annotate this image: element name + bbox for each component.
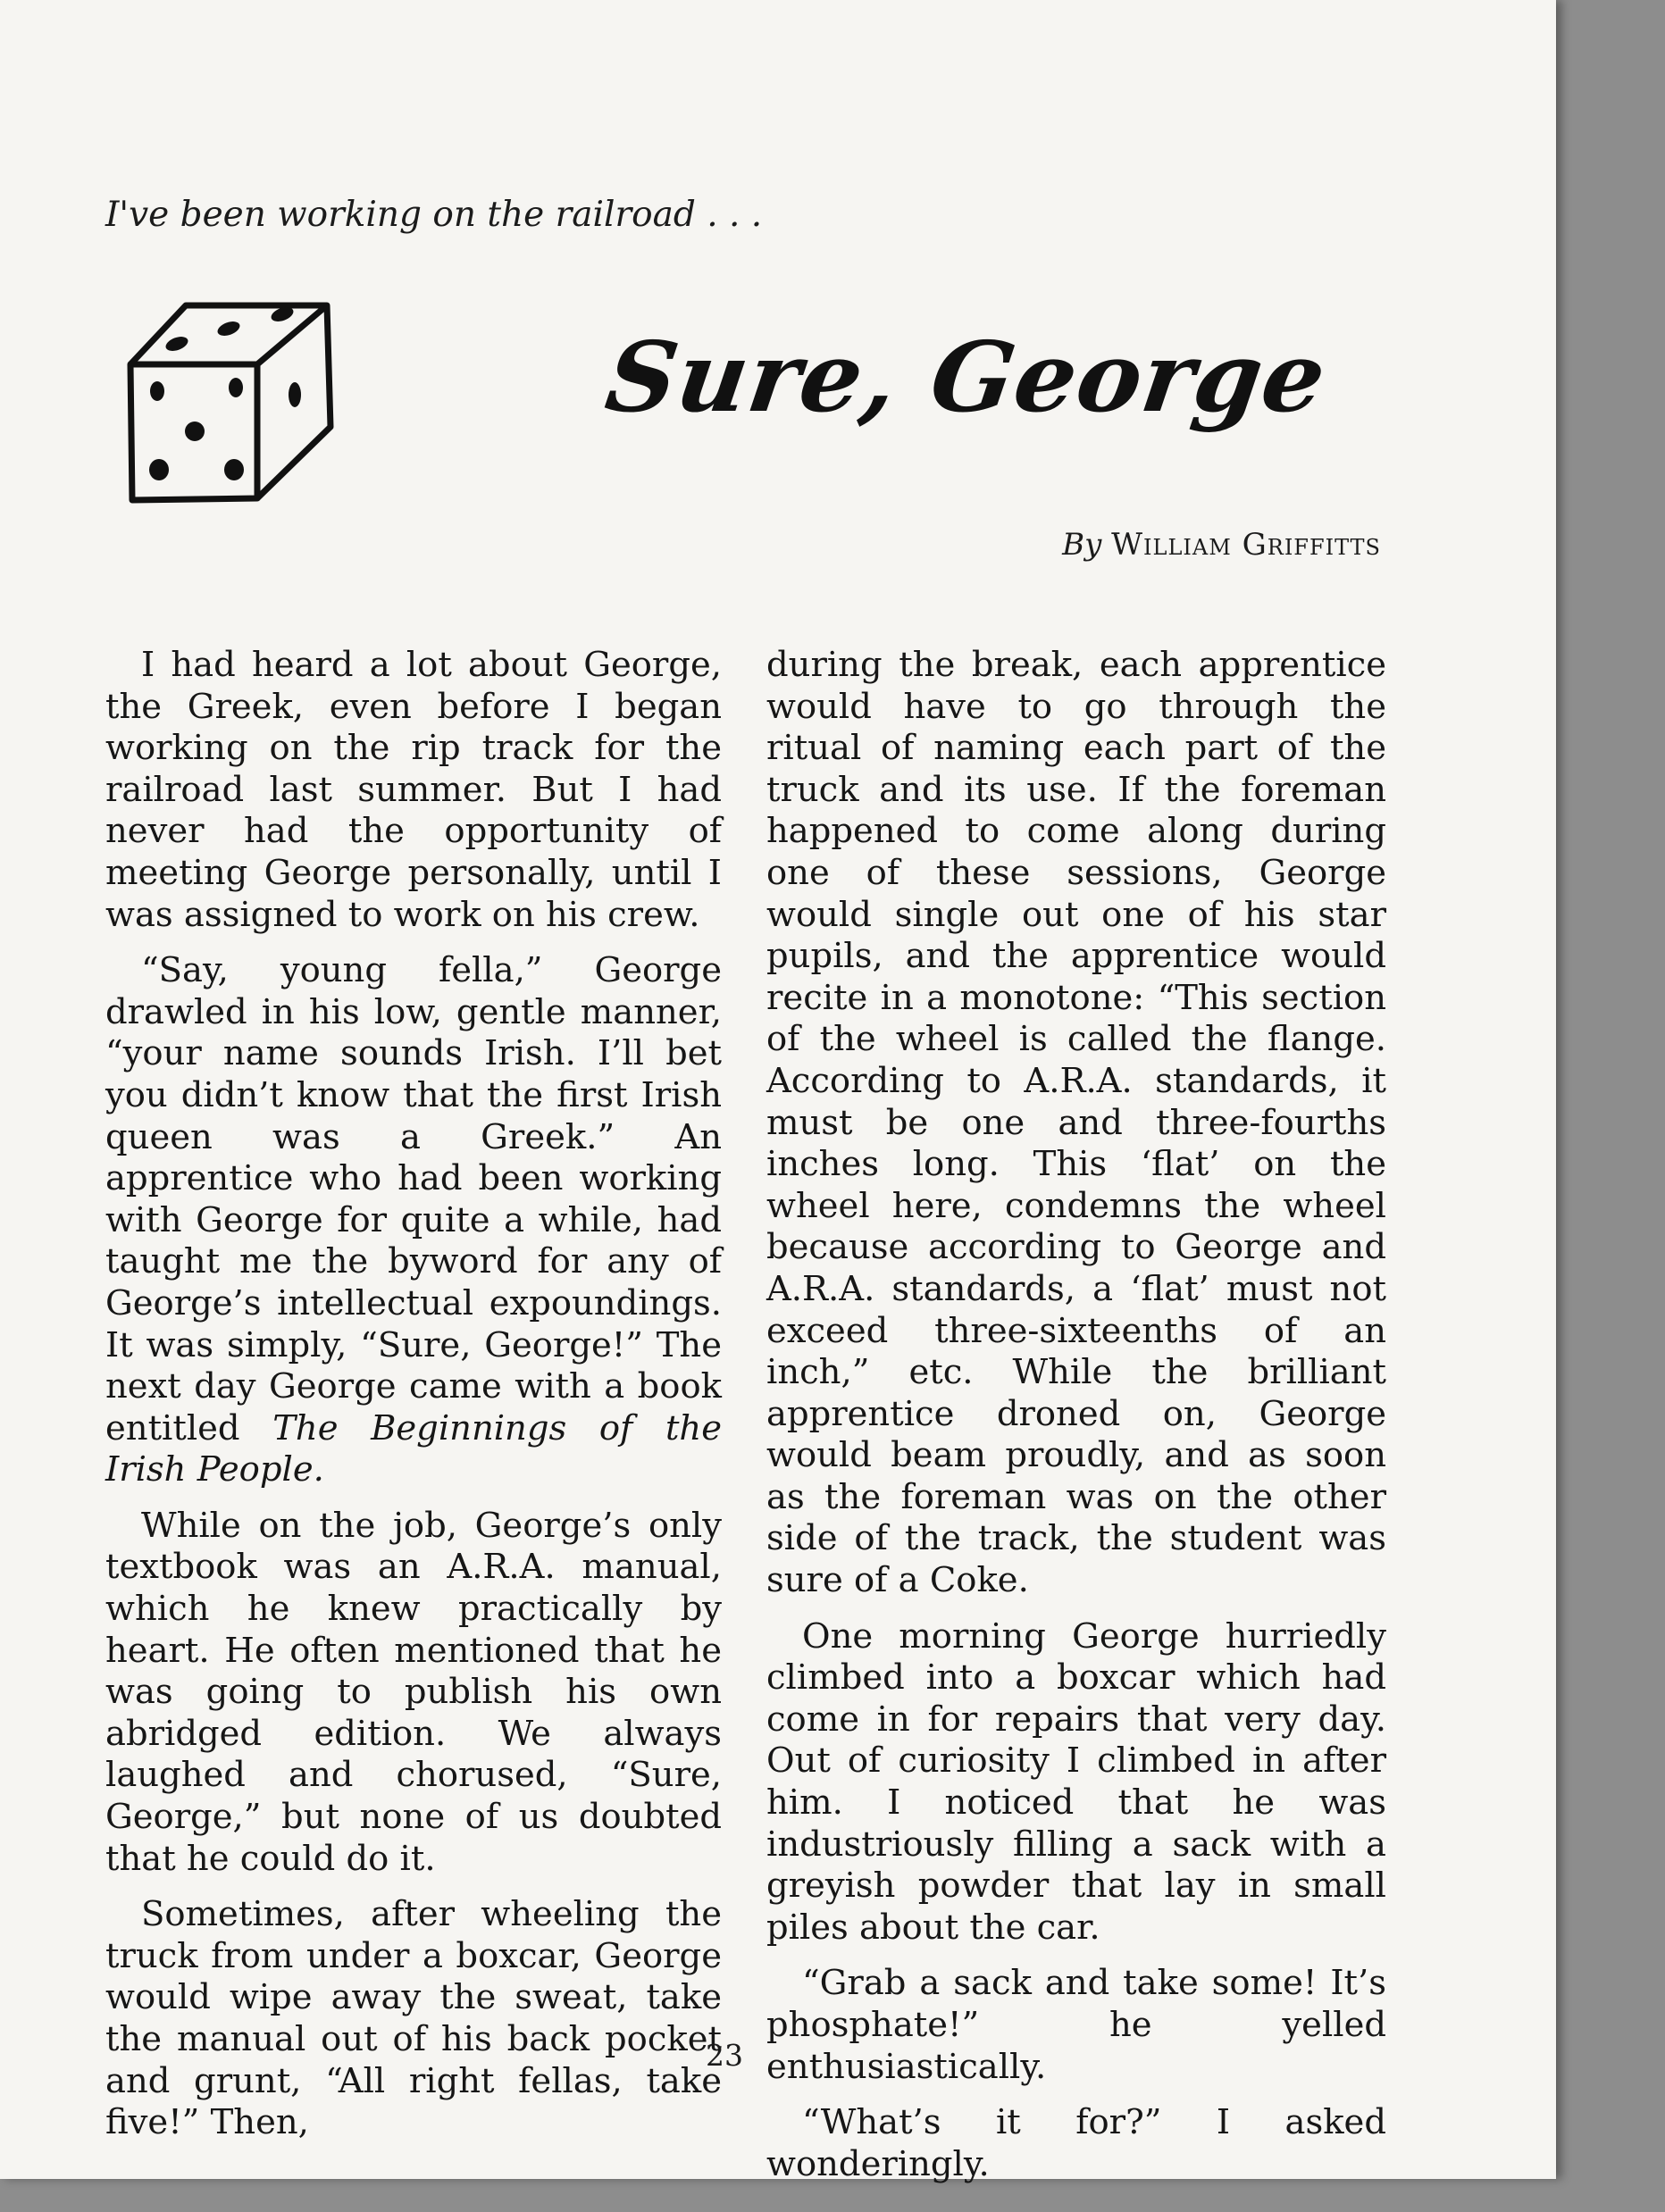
page-number: 23 [706, 2038, 743, 2073]
paragraph: during the break, each apprentice would have to go through the ritual of naming each part of the truck and its use. If the foreman happened to come along during one of these sessions, George would single out one of his star pupils, and the apprentice would recite in a monotone: “This section of the wheel is called the flange. According to A.R.A. standards, it must be one and three-fourths inches long. This ‘flat’ on the wheel here, condemns the wheel because according to George and A.R.A. standards, a ‘flat’ must not exceed three-sixteenths of an inch,” etc. While the brilliant apprentice droned on, George would beam proudly, and as soon as the foreman was on the other side of the track, the student was sure of a Coke. [766, 645, 1386, 1601]
paragraph-text: “Say, young fella,” George drawled in his low, gentle manner, “your name sounds Irish. I’ll bet you didn’t know that the first Irish queen was a Greek.” An apprentice who had been working with George for quite a while, had taught me the byword for any of George’s intellectual expoundings. It was simply, “Sure, George!” The next day George came with a book entitled [105, 950, 722, 1448]
paragraph: While on the job, George’s only textbook was an A.R.A. manual, which he knew practically by heart. He often mentioned that he was going to publish his own abridged edition. We always laughed and chorused, “Sure, George,” but none of us doubted that he could do it. [105, 1505, 722, 1879]
paragraph: I had heard a lot about George, the Greek, even before I began working on the rip track for the railroad last summer. But I had never had the opportunity of meeting George personally, until I was assigned to work on his crew. [105, 645, 722, 935]
byline [1062, 527, 1381, 563]
book-title: The Beginnings of the Irish People. [105, 1407, 722, 1490]
article-kicker: I've been working on the railroad . . . [105, 195, 763, 235]
right-column [766, 645, 1386, 2199]
byline-prefix: By [1062, 527, 1102, 563]
dice-icon [123, 295, 338, 509]
paragraph: “What’s it for?” I asked wonderingly. [766, 2102, 1386, 2184]
author-name: William Griffitts [1111, 527, 1381, 563]
paragraph [105, 950, 722, 1491]
paragraph: Sometimes, after wheeling the truck from under a boxcar, George would wipe away the sweat, take the manual out of his back pocket and grunt, “All right fellas, take five!” Then, [105, 1894, 722, 2143]
paragraph: “Grab a sack and take some! It’s phosphate!” he yelled enthusiastically. [766, 1963, 1386, 2087]
left-column [105, 645, 722, 2158]
paragraph: One morning George hurriedly climbed into a boxcar which had come in for repairs that very day. Out of curiosity I climbed in after him. I noticed that he was industriously filling a sack with a greyish powder that lay in small piles about the car. [766, 1615, 1386, 1948]
article-title: Sure, George [599, 321, 1334, 434]
